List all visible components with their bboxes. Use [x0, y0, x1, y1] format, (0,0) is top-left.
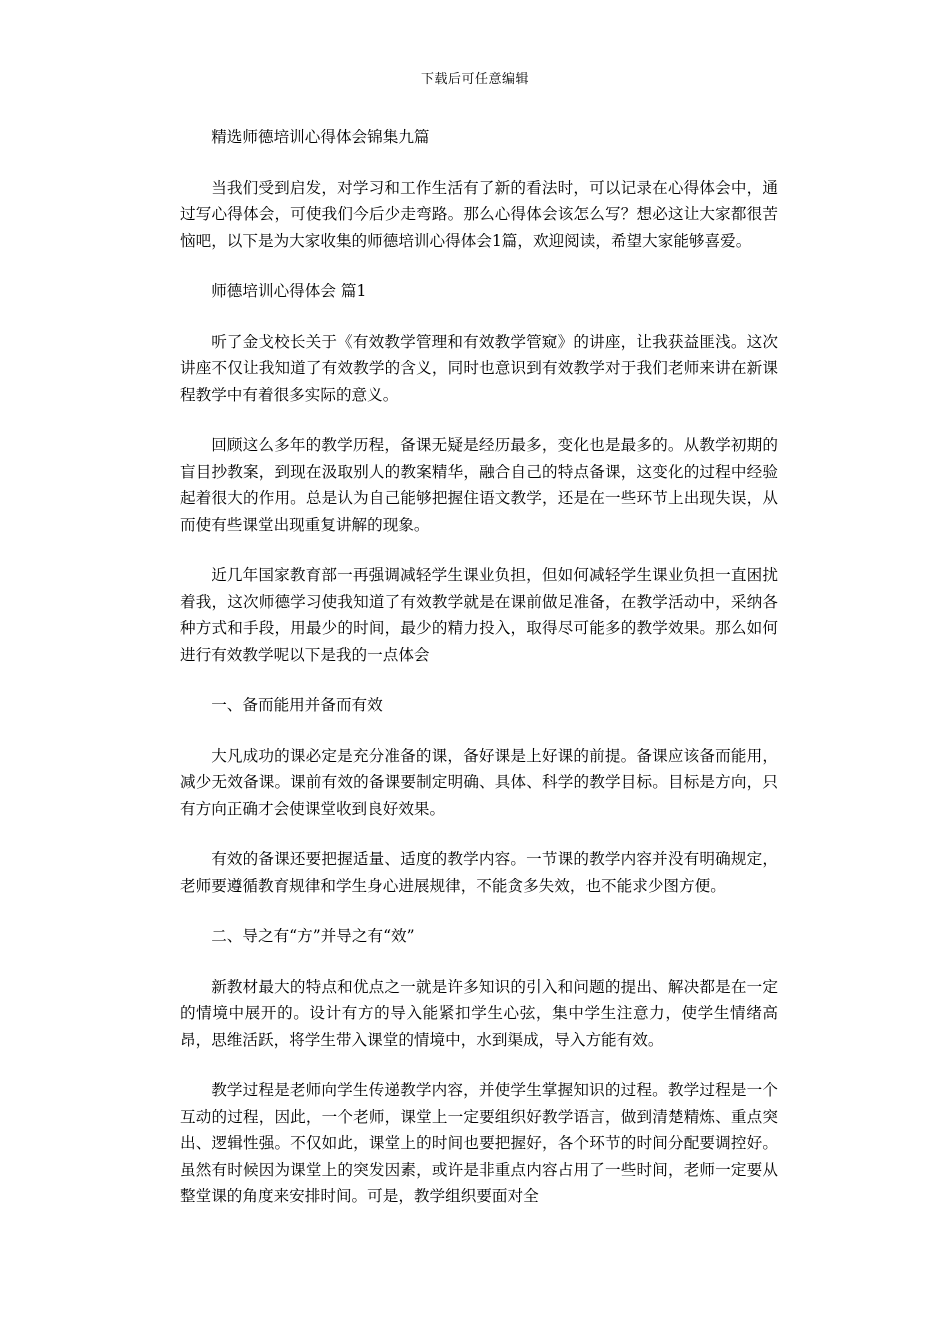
paragraph-2: 回顾这么多年的教学历程，备课无疑是经历最多，变化也是最多的。从教学初期的盲目抄教案，到现在汲取别人的教案精华，融合自己的特点备课，这变化的过程中经验起着很大的作用。总是认为自己能够把握住语文教学，还是在一些环节上出现失误，从而使有些课堂出现重复讲解的现象。: [180, 436, 778, 534]
paragraph-4: 大凡成功的课必定是充分准备的课，备好课是上好课的前提。备课应该备而能用，减少无效备课。课前有效的备课要制定明确、具体、科学的教学目标。目标是方向，只有方向正确才会使课堂收到良好效果。: [180, 746, 778, 818]
header-note: 下载后可任意编辑: [420, 72, 529, 87]
paragraph-5: 有效的备课还要把握适量、适度的教学内容。一节课的教学内容并没有明确规定，老师要遵循教育规律和学生身心进展规律，不能贪多失效，也不能求少图方便。: [180, 850, 778, 895]
intro-paragraph: 当我们受到启发，对学习和工作生活有了新的看法时，可以记录在心得体会中，通过写心得体会，可使我们今后少走弯路。那么心得体会该怎么写？想必这让大家都很苦恼吧，以下是为大家收集的师德培训心得体会1篇，欢迎阅读，希望大家能够喜爱。: [180, 178, 778, 250]
paragraph-6: 新教材最大的特点和优点之一就是许多知识的引入和问题的提出、解决都是在一定的情境中展开的。设计有方的导入能紧扣学生心弦，集中学生注意力，使学生情绪高昂，思维活跃，将学生带入课堂的情境中，水到渠成，导入方能有效。: [180, 977, 778, 1049]
paragraph-7: 教学过程是老师向学生传递教学内容，并使学生掌握知识的过程。教学过程是一个互动的过程，因此，一个老师，课堂上一定要组织好教学语言，做到清楚精炼、重点突出、逻辑性强。不仅如此，课堂上的时间也要把握好，各个环节的时间分配要调控好。虽然有时候因为课堂上的突发因素，或许是非重点内容占用了一些时间，老师一定要从整堂课的角度来安排时间。可是，教学组织要面对全: [180, 1081, 778, 1205]
section-title: 师德培训心得体会 篇1: [211, 282, 367, 300]
document-title: 精选师德培训心得体会锦集九篇: [211, 128, 430, 146]
paragraph-1: 听了金戈校长关于《有效教学管理和有效教学管窥》的讲座，让我获益匪浅。这次讲座不仅让我知道了有效教学的含义，同时也意识到有效教学对于我们老师来讲在新课程教学中有着很多实际的意义。: [180, 332, 778, 404]
heading-1: 一、备而能用并备而有效: [211, 696, 383, 714]
heading-2: 二、导之有“方”并导之有“效”: [211, 927, 415, 945]
paragraph-3: 近几年国家教育部一再强调减轻学生课业负担，但如何减轻学生课业负担一直困扰着我，这次师德学习使我知道了有效教学就是在课前做足准备，在教学活动中，采纳各种方式和手段，用最少的时间，最少的精力投入，取得尽可能多的教学效果。那么如何进行有效教学呢以下是我的一点体会: [180, 566, 778, 664]
document-body: [180, 124, 778, 1210]
